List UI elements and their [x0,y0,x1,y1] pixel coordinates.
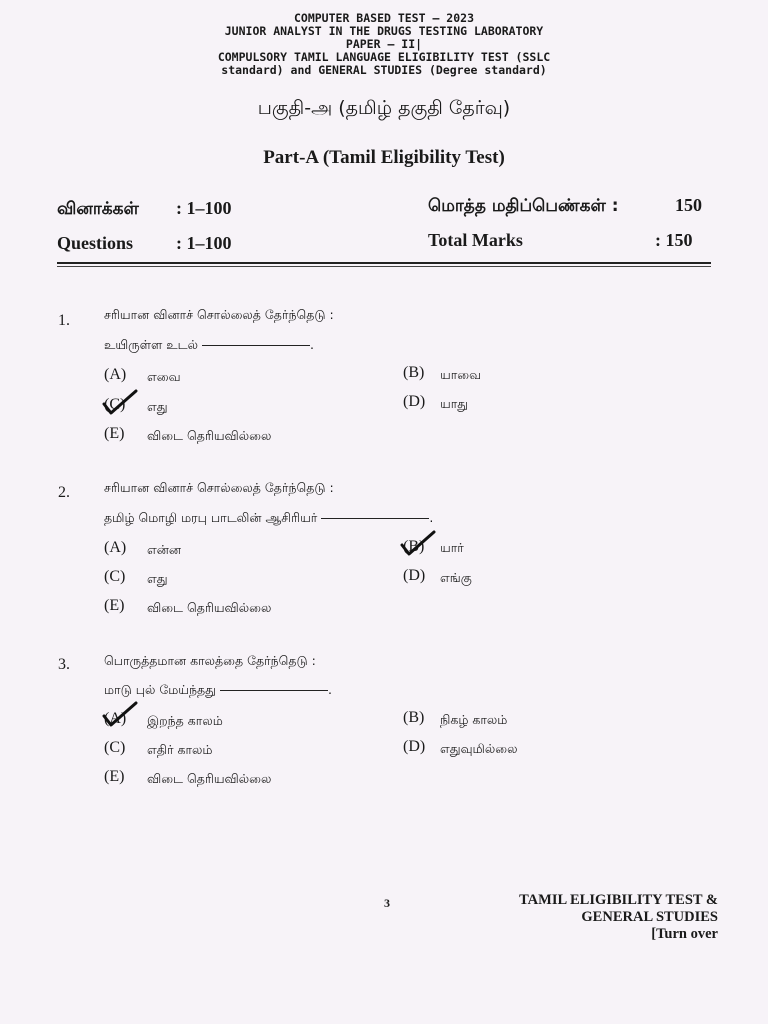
question-number: 3. [58,656,70,673]
question-instruction: பொருத்தமான காலத்தை தேர்ந்தெடு : [104,653,316,668]
divider-thin [57,266,711,267]
header-line-5: standard) and GENERAL STUDIES (Degree standard) [221,63,547,77]
option-c-text: எது [147,571,168,586]
option-d-text: எதுவுமில்லை [440,741,518,756]
part-title-english: Part-A (Tamil Eligibility Test) [263,147,505,168]
option-d-text: எங்கு [440,570,472,585]
header-line-2: JUNIOR ANALYST IN THE DRUGS TESTING LABORATORY [224,24,544,38]
option-a-label: (A) [104,710,127,727]
option-e-label: (E) [104,425,125,442]
option-a-label: (A) [104,366,127,383]
marks-tamil-value: 150 [675,195,702,215]
option-e-text: விடை தெரியவில்லை [147,428,272,443]
questions-label: Questions [57,233,134,253]
marks-tamil-label: மொத்த மதிப்பெண்கள் : [428,196,619,216]
footer-line-1: TAMIL ELIGIBILITY TEST & [519,892,718,908]
option-d-label: (D) [403,738,426,755]
part-title-tamil: பகுதி-அ (தமிழ் தகுதி தேர்வு) [257,97,511,119]
question-prompt: உயிருள்ள உடல் . [104,337,314,352]
question-instruction: சரியான வினாச் சொல்லைத் தேர்ந்தெடு : [104,307,334,322]
option-a-label: (A) [104,539,127,556]
option-b-label: (B) [403,364,425,381]
option-d-label: (D) [403,567,426,584]
option-d-label: (D) [403,393,426,410]
total-marks-value: : 150 [655,230,693,250]
total-marks-label: Total Marks [428,230,523,250]
option-e-label: (E) [104,768,125,785]
footer-line-2: GENERAL STUDIES [581,909,718,925]
page-number: 3 [384,896,390,910]
tick-mark-icon [100,388,140,418]
option-c-label: (C) [104,396,126,413]
option-e-label: (E) [104,597,125,614]
option-b-text: நிகழ் காலம் [440,712,508,727]
question-instruction: சரியான வினாச் சொல்லைத் தேர்ந்தெடு : [104,480,334,495]
option-e-text: விடை தெரியவில்லை [147,600,272,615]
question-number: 2. [58,484,70,501]
question-prompt: மாடு புல் மேய்ந்தது . [104,682,333,697]
option-a-text: இறந்த காலம் [147,713,223,728]
option-b-text: யாவை [440,367,482,382]
option-b-label: (B) [403,709,425,726]
option-d-text: யாது [440,396,469,411]
question-number: 1. [58,312,70,329]
questions-tamil-label: வினாக்கள் [57,199,139,219]
header-line-1: COMPUTER BASED TEST – 2023 [293,11,474,25]
option-b-label: (B) [403,538,425,555]
option-c-label: (C) [104,568,126,585]
option-a-text: எவை [147,369,181,384]
option-e-text: விடை தெரியவில்லை [147,771,272,786]
questions-value: : 1–100 [176,233,232,253]
option-c-label: (C) [104,739,126,756]
option-a-text: என்ன [147,542,181,557]
tick-mark-icon [100,700,140,730]
footer-line-3: [Turn over [651,926,718,942]
question-prompt: தமிழ் மொழி மரபு பாடலின் ஆசிரியர் . [104,510,434,525]
questions-tamil-value: : 1–100 [176,198,232,218]
option-c-text: எது [147,399,168,414]
header-line-3: PAPER – II| [345,37,423,51]
option-b-text: யார் [440,540,464,555]
tick-mark-icon [398,529,438,559]
divider-thick [57,262,711,264]
header-line-4: COMPULSORY TAMIL LANGUAGE ELIGIBILITY TEST (SSLC [217,50,551,64]
option-c-text: எதிர் காலம் [147,742,213,757]
